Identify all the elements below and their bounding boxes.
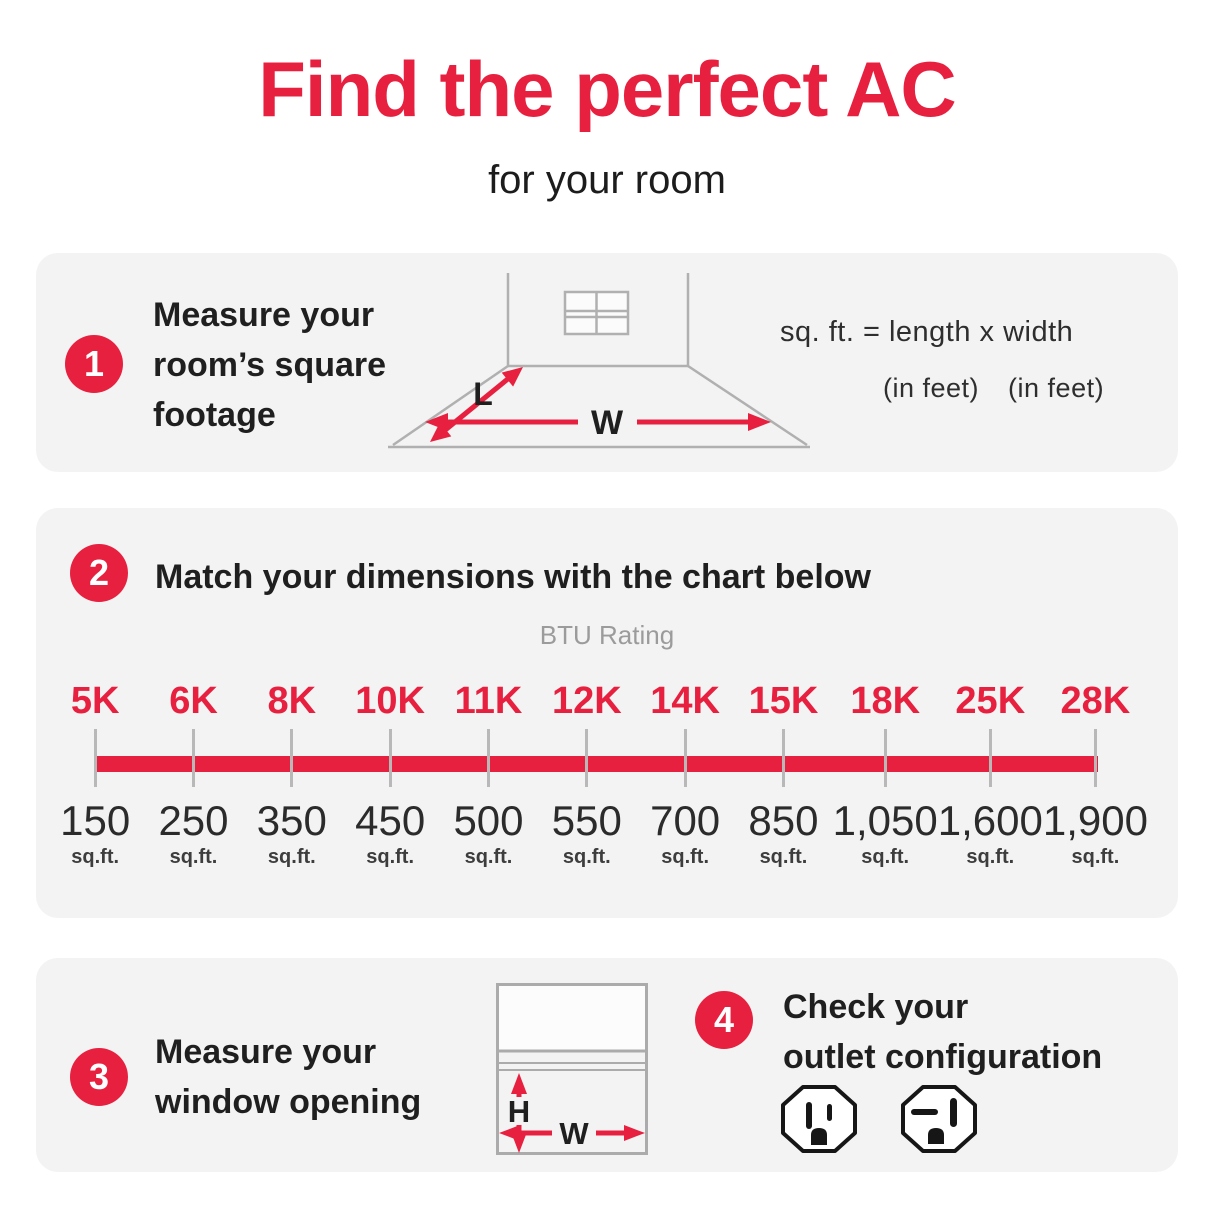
formula-text: sq. ft. = length x width [780,316,1074,348]
step1-card [36,253,1178,472]
btu-label: 15K [748,680,819,722]
tick-mark [94,729,97,787]
step2-card [36,508,1178,918]
sqft-unit: sq.ft. [1071,846,1120,868]
chart-column [734,681,832,869]
sqft-value: 700 [650,797,721,844]
sqft-value: 550 [551,797,622,844]
sqft-unit: sq.ft. [966,846,1015,868]
page-subtitle: for your room [488,158,726,202]
tick-mark [782,729,785,787]
tick-mark [290,729,293,787]
chart-column [538,681,636,869]
page-title: Find the perfect AC [258,45,956,133]
btu-chart [46,681,1148,869]
chart-column [439,681,537,869]
chart-column [341,681,439,869]
sqft-formula [780,316,1104,404]
step3-number-badge: 3 [70,1048,128,1106]
sqft-unit: sq.ft. [71,846,120,868]
sqft-unit: sq.ft. [169,846,218,868]
step3-heading: Measure your window opening [155,1033,422,1121]
btu-label: 11K [454,680,523,722]
room-window-icon [565,292,628,334]
chart-title: BTU Rating [539,620,675,650]
sqft-value: 1,050 [832,797,938,844]
sqft-unit: sq.ft. [661,846,710,868]
sqft-value: 850 [748,797,819,844]
standard-outlet-icon [780,1083,858,1155]
tick-mark [684,729,687,787]
sqft-value: 1,900 [1042,797,1148,844]
sqft-value: 450 [355,797,426,844]
btu-label: 28K [1060,680,1131,722]
btu-label: 8K [267,680,317,722]
btu-label: 10K [355,680,425,722]
width-label: W [590,404,624,442]
tick-mark [389,729,392,787]
window-measurement-diagram [496,983,648,1155]
step2-number-badge: 2 [70,544,128,602]
chart-column [243,681,341,869]
sqft-value: 350 [256,797,327,844]
large-plug-outlet-icon [900,1083,978,1155]
sqft-unit: sq.ft. [464,846,513,868]
sqft-value: 150 [60,797,131,844]
sqft-value: 500 [453,797,524,844]
btu-label: 25K [955,680,1026,722]
step4-heading-line2: outlet configuration [783,1038,1103,1076]
btu-label: 6K [169,680,218,722]
sqft-unit: sq.ft. [366,846,415,868]
tick-mark [1094,729,1097,787]
step4-heading-line1: Check your [783,988,969,1026]
sqft-unit: sq.ft. [267,846,316,868]
step1-number-badge: 1 [65,335,123,393]
btu-label: 18K [850,680,921,722]
sqft-unit: sq.ft. [562,846,611,868]
length-label: L [473,376,493,412]
btu-label: 12K [551,680,622,722]
formula-note-length: (in feet) [883,373,980,403]
sqft-unit: sq.ft. [861,846,910,868]
tick-mark [884,729,887,787]
chart-column [1043,681,1148,869]
chart-column [144,681,242,869]
step2-heading: Match your dimensions with the chart below [155,558,871,596]
chart-column [636,681,734,869]
room-measurement-diagram [385,267,815,463]
sqft-value: 1,600 [937,797,1043,844]
tick-mark [487,729,490,787]
tick-mark [989,729,992,787]
tick-mark [585,729,588,787]
sqft-unit: sq.ft. [759,846,808,868]
step1-heading: Measure your room’s square footage [153,296,387,434]
btu-label: 14K [650,680,720,722]
step4-number-badge: 4 [695,991,753,1049]
step4-heading [783,982,1183,1082]
window-height-label: H [507,1094,531,1129]
btu-label: 5K [70,680,120,722]
step3-step4-card [36,958,1178,1172]
chart-column [46,681,144,869]
window-width-label: W [559,1116,589,1151]
chart-column [833,681,938,869]
tick-mark [192,729,195,787]
formula-note-width: (in feet) [1008,373,1105,403]
chart-column [938,681,1043,869]
formula-notes [780,373,1104,404]
sqft-value: 250 [158,797,229,844]
